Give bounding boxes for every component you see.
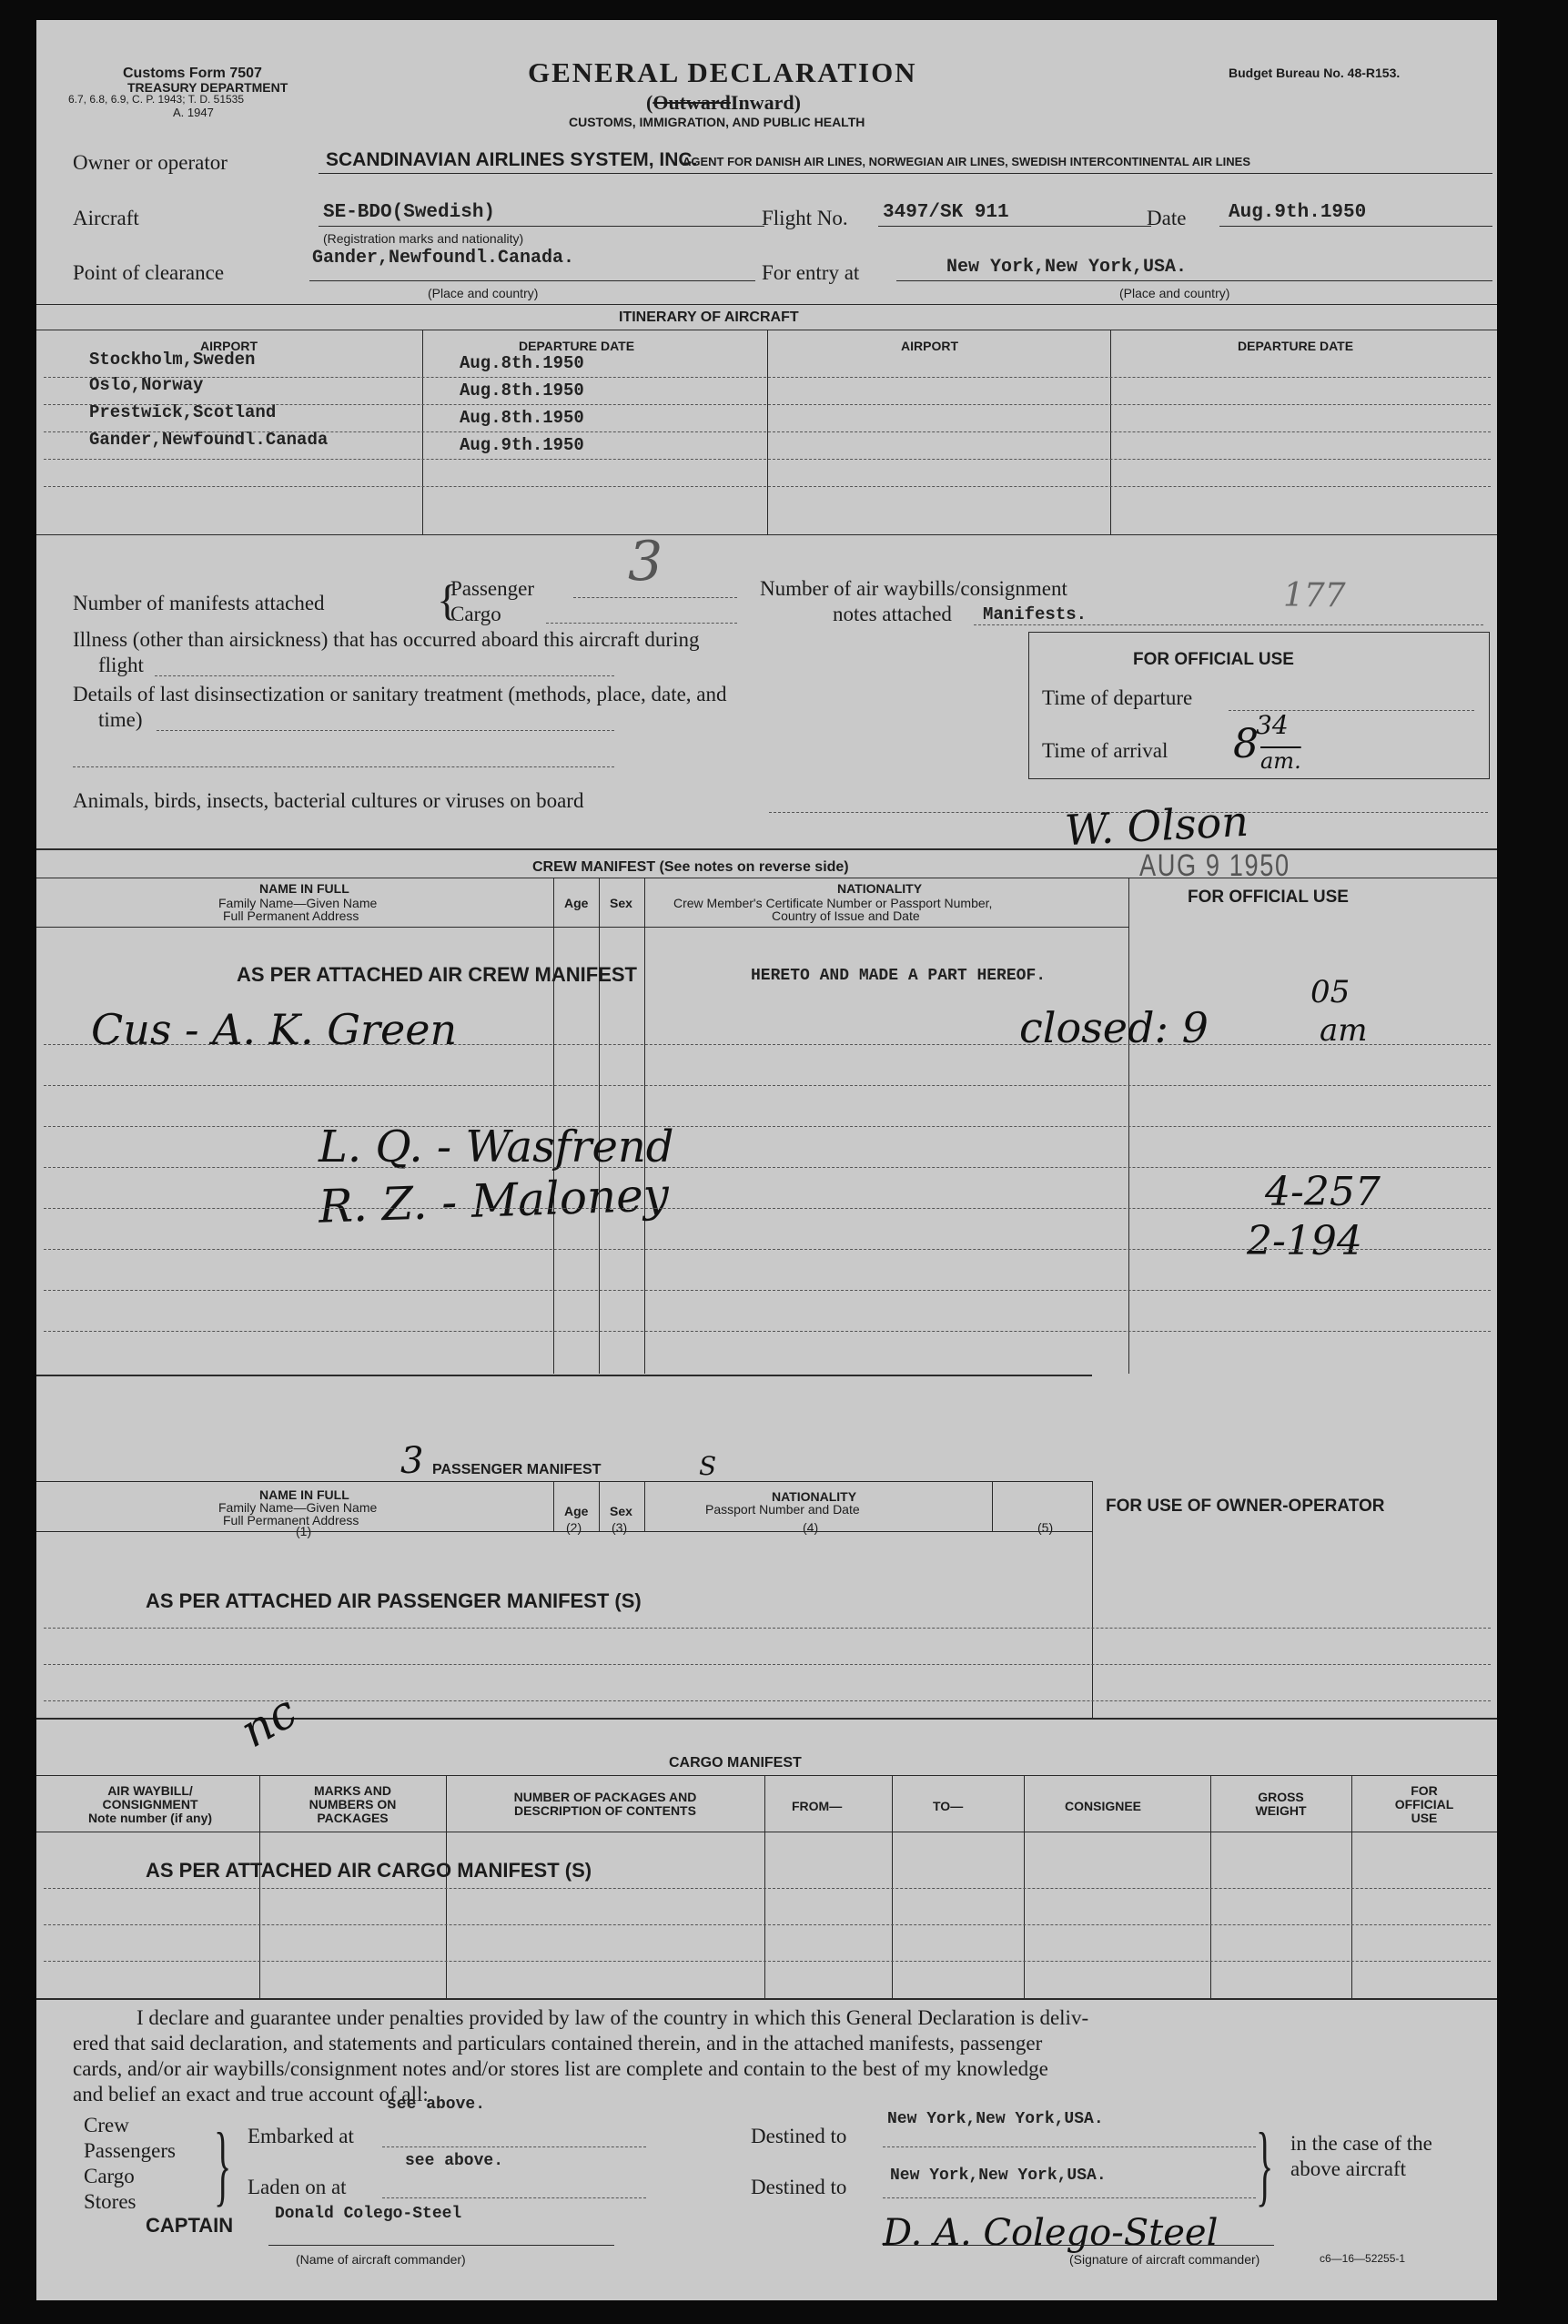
decl-passengers: Passengers xyxy=(84,2139,176,2162)
entry-label: For entry at xyxy=(762,261,860,284)
cargo-header-marks-3: PACKAGES xyxy=(317,1811,389,1825)
clearance-label: Point of clearance xyxy=(73,261,225,284)
crew-hand-name-2: R. Z. - Maloney xyxy=(318,1168,670,1233)
crew-hand-number-1: 4-257 xyxy=(1265,1169,1381,1215)
form-date-line: A. 1947 xyxy=(173,106,214,119)
manifest-count-handwritten: 3 xyxy=(628,530,663,594)
crew-attached: AS PER ATTACHED AIR CREW MANIFEST xyxy=(237,963,637,986)
cargo-header-weight-1: GROSS xyxy=(1258,1790,1304,1804)
laden-label: Laden on at xyxy=(248,2176,347,2198)
waybill-label-2: notes attached xyxy=(833,603,952,625)
decl-cargo: Cargo xyxy=(84,2165,135,2187)
form-subtitle xyxy=(646,91,801,115)
form-sheet xyxy=(36,20,1497,2300)
animals-question: Animals, birds, insects, bacterial cultures or viruses on board xyxy=(73,789,584,812)
pax-header-name: NAME IN FULL xyxy=(259,1487,349,1502)
passenger-attached: AS PER ATTACHED AIR PASSENGER MANIFEST (S) xyxy=(146,1589,642,1612)
owner-company: SCANDINAVIAN AIRLINES SYSTEM, INC. xyxy=(326,149,698,170)
manifests-cargo-label: Cargo xyxy=(450,603,501,625)
itin-date: Aug.8th.1950 xyxy=(460,353,584,373)
pax-header-sex: Sex xyxy=(610,1504,632,1518)
crew-hand-closed-min: 05 xyxy=(1310,974,1351,1010)
in-case-line-1: in the case of the xyxy=(1290,2132,1432,2155)
declaration-line-1: I declare and guarantee under penalties provided by law of the country in which this General Declaration is deliv- xyxy=(137,2006,1089,2029)
cargo-nc-hand: nc xyxy=(231,1684,306,1759)
crew-header-sex: Sex xyxy=(610,896,632,910)
form-number: Customs Form 7507 xyxy=(123,66,262,81)
itin-airport: Prestwick,Scotland xyxy=(89,402,277,422)
subtitle-inward: Inward) xyxy=(730,91,801,114)
itin-header-airport-1: AIRPORT xyxy=(200,339,258,353)
captain-name-note: (Name of aircraft commander) xyxy=(296,2252,466,2267)
crew-header-name-2: Family Name—Given Name xyxy=(218,896,378,910)
owner-operator-use: FOR USE OF OWNER-OPERATOR xyxy=(1106,1497,1385,1516)
disinsect-question-2: time) xyxy=(98,708,143,731)
destined-value-2: New York,New York,USA. xyxy=(890,2167,1107,2185)
itin-header-airport-2: AIRPORT xyxy=(901,339,958,353)
cargo-header-consignee: CONSIGNEE xyxy=(1065,1799,1142,1813)
crew-title: CREW MANIFEST (See notes on reverse side) xyxy=(532,859,849,875)
passenger-title: PASSENGER MANIFEST xyxy=(432,1462,602,1477)
waybill-value: Manifests. xyxy=(983,604,1087,624)
waybill-label-1: Number of air waybills/consignment xyxy=(760,577,1067,600)
cargo-attached: AS PER ATTACHED AIR CARGO MANIFEST (S) xyxy=(146,1859,592,1882)
date-stamp: AUG 9 1950 xyxy=(1139,848,1290,883)
decl-brace-right: } xyxy=(1256,2114,1274,2215)
pax-header-5: (5) xyxy=(1037,1520,1054,1535)
decl-crew: Crew xyxy=(84,2114,129,2136)
departure-time-label: Time of departure xyxy=(1042,686,1193,709)
in-case-line-2: above aircraft xyxy=(1290,2157,1407,2180)
agencies-line: CUSTOMS, IMMIGRATION, AND PUBLIC HEALTH xyxy=(569,115,865,129)
pax-header-nationality: NATIONALITY xyxy=(772,1489,857,1504)
destined-label-1: Destined to xyxy=(751,2125,847,2147)
disinsect-question-1: Details of last disinsectization or sanitary treatment (methods, place, date, and xyxy=(73,683,727,705)
arrival-time-label: Time of arrival xyxy=(1042,739,1168,762)
pax-header-nationality-2: Passport Number and Date xyxy=(705,1502,860,1517)
cargo-header-official-1: FOR xyxy=(1411,1783,1438,1798)
cargo-header-waybill-3: Note number (if any) xyxy=(87,1811,213,1825)
passenger-suffix-hand: S xyxy=(699,1451,717,1481)
destined-value-1: New York,New York,USA. xyxy=(887,2110,1104,2128)
subtitle-struck: Outward xyxy=(652,91,731,114)
itin-header-date-1: DEPARTURE DATE xyxy=(519,339,635,353)
declaration-line-3: cards, and/or air waybills/consignment notes and/or stores list are complete and contain to the best of my knowledge xyxy=(73,2057,1048,2080)
cargo-header-packages xyxy=(455,1791,755,1818)
embarked-label: Embarked at xyxy=(248,2125,354,2147)
embarked-value-1: see above. xyxy=(387,2096,486,2114)
itin-airport: Oslo,Norway xyxy=(89,375,204,395)
print-code: c6—16—52255-1 xyxy=(1320,2252,1406,2265)
cargo-header-marks-1: MARKS AND xyxy=(313,1783,392,1798)
embarked-value-2: see above. xyxy=(405,2152,504,2170)
cargo-header-packages-1: NUMBER OF PACKAGES AND xyxy=(513,1790,697,1804)
cargo-header-packages-2: DESCRIPTION OF CONTENTS xyxy=(514,1803,696,1818)
itin-airport: Stockholm,Sweden xyxy=(89,350,256,370)
official-signature: W. Olson xyxy=(1063,796,1250,856)
itin-header-date-2: DEPARTURE DATE xyxy=(1238,339,1354,353)
crew-hand-closed-am: am xyxy=(1320,1012,1368,1049)
crew-header-name-3: Full Permanent Address xyxy=(223,908,359,923)
itinerary-title: ITINERARY OF AIRCRAFT xyxy=(619,310,799,325)
crew-header-age: Age xyxy=(564,896,589,910)
illness-question-1: Illness (other than airsickness) that has occurred aboard this aircraft during xyxy=(73,628,700,651)
arrival-time-hand: 8 xyxy=(1233,721,1259,767)
cargo-header-waybill-1: AIR WAYBILL/ xyxy=(107,1783,193,1798)
crew-hand-name-1: L. Q. - Wasfrend xyxy=(319,1121,674,1172)
decl-stores: Stores xyxy=(84,2190,137,2213)
clearance-value: Gander,Newfoundl.Canada. xyxy=(312,248,575,269)
pax-header-name-4: (1) xyxy=(296,1524,312,1538)
declaration-line-4: and belief an exact and true account of all: xyxy=(73,2083,429,2106)
declaration-line-2: ered that said declaration, and statements and particulars contained therein, and in the attached manifests, passenger xyxy=(73,2032,1043,2055)
captain-name: Donald Colego-Steel xyxy=(275,2205,462,2223)
form-title: GENERAL DECLARATION xyxy=(528,56,917,88)
cargo-header-marks xyxy=(268,1784,437,1825)
pax-header-nationality-3: (4) xyxy=(803,1520,819,1535)
aircraft-label: Aircraft xyxy=(73,207,139,229)
manifests-brace: { xyxy=(437,576,459,624)
crew-header-name: NAME IN FULL xyxy=(259,881,349,896)
captain-signature-note: (Signature of aircraft commander) xyxy=(1069,2252,1260,2267)
cargo-header-weight xyxy=(1219,1791,1342,1818)
destined-label-2: Destined to xyxy=(751,2176,847,2198)
manifests-label: Number of manifests attached xyxy=(73,592,325,614)
crew-header-nationality-2: Crew Member's Certificate Number or Passport Number, xyxy=(673,896,993,910)
cargo-header-weight-2: WEIGHT xyxy=(1255,1803,1307,1818)
date-label: Date xyxy=(1147,207,1187,229)
crew-hand-number-2: 2-194 xyxy=(1247,1218,1362,1264)
owner-agent: AGENT FOR DANISH AIR LINES, NORWEGIAN AIR LINES, SWEDISH INTERCONTINENTAL AIR LINES xyxy=(683,155,1251,168)
aircraft-value: SE-BDO(Swedish) xyxy=(323,202,496,223)
captain-label: CAPTAIN xyxy=(146,2214,234,2237)
cargo-header-to: TO— xyxy=(933,1799,964,1813)
itin-date: Aug.9th.1950 xyxy=(460,435,584,455)
form-articles: 6.7, 6.8, 6.9, C. P. 1943; T. D. 51535 xyxy=(68,93,245,106)
crew-attached-typed: HERETO AND MADE A PART HEREOF. xyxy=(751,967,1047,985)
clearance-note: (Place and country) xyxy=(428,286,539,300)
cargo-header-official-2: OFFICIAL xyxy=(1394,1797,1454,1812)
aircraft-note: (Registration marks and nationality) xyxy=(323,231,524,246)
itin-airport: Gander,Newfoundl.Canada xyxy=(89,430,329,450)
cargo-header-marks-2: NUMBERS ON xyxy=(309,1797,397,1812)
flight-value: 3497/SK 911 xyxy=(883,202,1009,223)
crew-official-use: FOR OFFICIAL USE xyxy=(1188,888,1349,907)
budget-number: Budget Bureau No. 48-R153. xyxy=(1229,66,1401,80)
crew-header-nationality: NATIONALITY xyxy=(837,881,923,896)
waybill-number: 177 xyxy=(1283,577,1346,614)
decl-brace-left: } xyxy=(214,2114,232,2215)
official-use-title: FOR OFFICIAL USE xyxy=(1133,650,1294,669)
entry-value: New York,New York,USA. xyxy=(946,257,1188,278)
manifests-passenger-label: Passenger xyxy=(450,577,534,600)
passenger-count-hand: 3 xyxy=(400,1440,424,1482)
cargo-header-from: FROM— xyxy=(792,1799,843,1813)
crew-hand-customs: Cus - A. K. Green xyxy=(91,1005,458,1054)
arrival-time-am: am. xyxy=(1260,748,1301,774)
pax-header-age-n: (2) xyxy=(566,1520,582,1535)
pax-header-age: Age xyxy=(564,1504,589,1518)
department-name: TREASURY DEPARTMENT xyxy=(127,80,288,95)
entry-note: (Place and country) xyxy=(1119,286,1230,300)
captain-signature: D. A. Colego-Steel xyxy=(883,2212,1219,2254)
subtitle-open-paren: ( xyxy=(646,91,653,114)
pax-header-sex-n: (3) xyxy=(612,1520,628,1535)
crew-header-nationality-3: Country of Issue and Date xyxy=(772,908,920,923)
cargo-header-official xyxy=(1356,1784,1492,1825)
cargo-title: CARGO MANIFEST xyxy=(669,1755,802,1771)
illness-question-2: flight xyxy=(98,654,144,676)
cargo-header-official-3: USE xyxy=(1411,1811,1438,1825)
itin-date: Aug.8th.1950 xyxy=(460,381,584,401)
date-value: Aug.9th.1950 xyxy=(1229,202,1367,223)
pax-header-name-3: Full Permanent Address xyxy=(223,1513,359,1527)
cargo-header-waybill xyxy=(55,1784,246,1825)
itin-date: Aug.8th.1950 xyxy=(460,408,584,428)
arrival-time-minutes: 34 xyxy=(1256,710,1289,740)
cargo-header-waybill-2: CONSIGNMENT xyxy=(102,1797,198,1812)
pax-header-name-2: Family Name—Given Name xyxy=(218,1500,378,1515)
crew-hand-closed: closed: 9 xyxy=(1019,1003,1209,1052)
flight-label: Flight No. xyxy=(762,207,848,229)
owner-label: Owner or operator xyxy=(73,151,228,174)
